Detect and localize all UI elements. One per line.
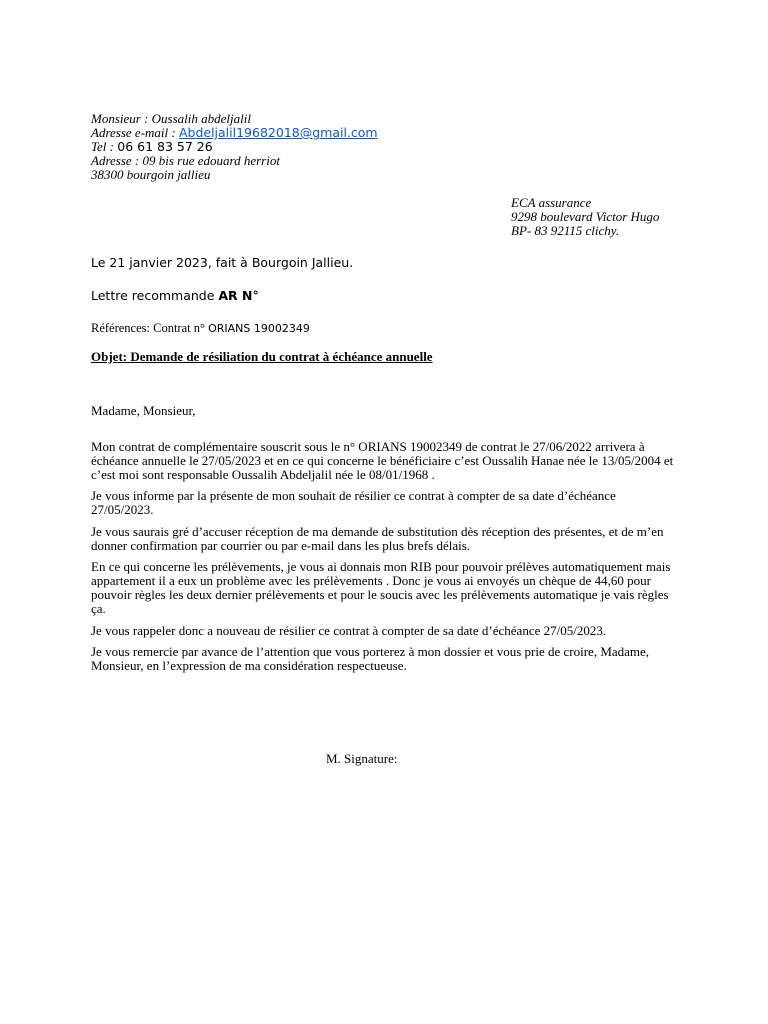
recipient-line-2: 9298 boulevard Victor Hugo — [511, 209, 660, 224]
recipient-line-3: BP- 83 92115 clichy. — [511, 223, 620, 238]
object-line: Objet: Demande de résiliation du contrat à échéance annuelle — [91, 349, 433, 364]
sender-city: 38300 bourgoin jallieu — [91, 167, 211, 182]
references-line — [91, 321, 310, 336]
signature-line: M. Signature: — [326, 751, 398, 766]
sender-email-link[interactable]: Abdeljalil19682018@gmail.com — [178, 125, 378, 140]
paragraph-payments: En ce qui concerne les prélèvements, je vous ai donnais mon RIB pour pouvoir prélèves automatiquement mais appartement il a eux un problème avec les prélèvements . Donc je vous ai envoyés un chèque de 44,60 pour pouvoir règles les deux dernier prélèvements et pour le soucis avec les prélèvements automatique je vais règles ça. — [91, 559, 671, 616]
registered-letter-prefix: Lettre recommande — [91, 288, 219, 303]
date-line: Le 21 janvier 2023, fait à Bourgoin Jallieu. — [91, 255, 354, 270]
sender-tel: 06 61 83 57 26 — [117, 139, 213, 154]
sender-tel-row — [91, 140, 378, 154]
recipient-block — [511, 196, 659, 238]
sender-block — [91, 112, 378, 182]
sender-address: Adresse : 09 bis rue edouard herriot — [91, 153, 280, 168]
paragraph-closing: Je vous remercie par avance de l’attention que vous porterez à mon dossier et vous prie de croire, Madame, Monsieur, en l’expression de ma considération respectueuse. — [91, 644, 650, 673]
sender-email-row — [91, 126, 378, 140]
paragraph-contract: Mon contrat de complémentaire souscrit sous le n° ORIANS 19002349 de contrat le 27/06/2022 arrivera à échéance annuelle le 27/05/2023 et en ce qui concerne le bénéficiaire c’est Oussalih Hanae née le 13/05/2004 et c’est moi sont responsable Oussalih Abdeljalil née le 08/01/1968 . — [91, 439, 674, 482]
paragraph-termination: Je vous informe par la présente de mon souhait de résilier ce contrat à compter de sa date d’échéance 27/05/2023. — [91, 488, 616, 517]
references-label: Références: Contrat n° — [91, 321, 209, 335]
salutation: Madame, Monsieur, — [91, 403, 196, 418]
references-number: ORIANS 19002349 — [208, 322, 310, 335]
paragraph-reminder: Je vous rappeler donc a nouveau de résilier ce contrat à compter de sa date d’échéance 27/05/2023. — [91, 623, 607, 638]
sender-email-label: Adresse e-mail : — [91, 125, 179, 140]
registered-letter-ar: AR N° — [218, 288, 259, 303]
recipient-line-1: ECA assurance — [511, 195, 592, 210]
paragraph-acknowledgement: Je vous saurais gré d’accuser réception de ma demande de substitution dès réception des présentes, et de m’en donner confirmation par courrier ou par e-mail dans les plus brefs délais. — [91, 524, 664, 553]
sender-name: Monsieur : Oussalih abdeljalil — [91, 111, 251, 126]
registered-letter-line — [91, 289, 259, 303]
sender-tel-label: Tel : — [91, 139, 118, 154]
